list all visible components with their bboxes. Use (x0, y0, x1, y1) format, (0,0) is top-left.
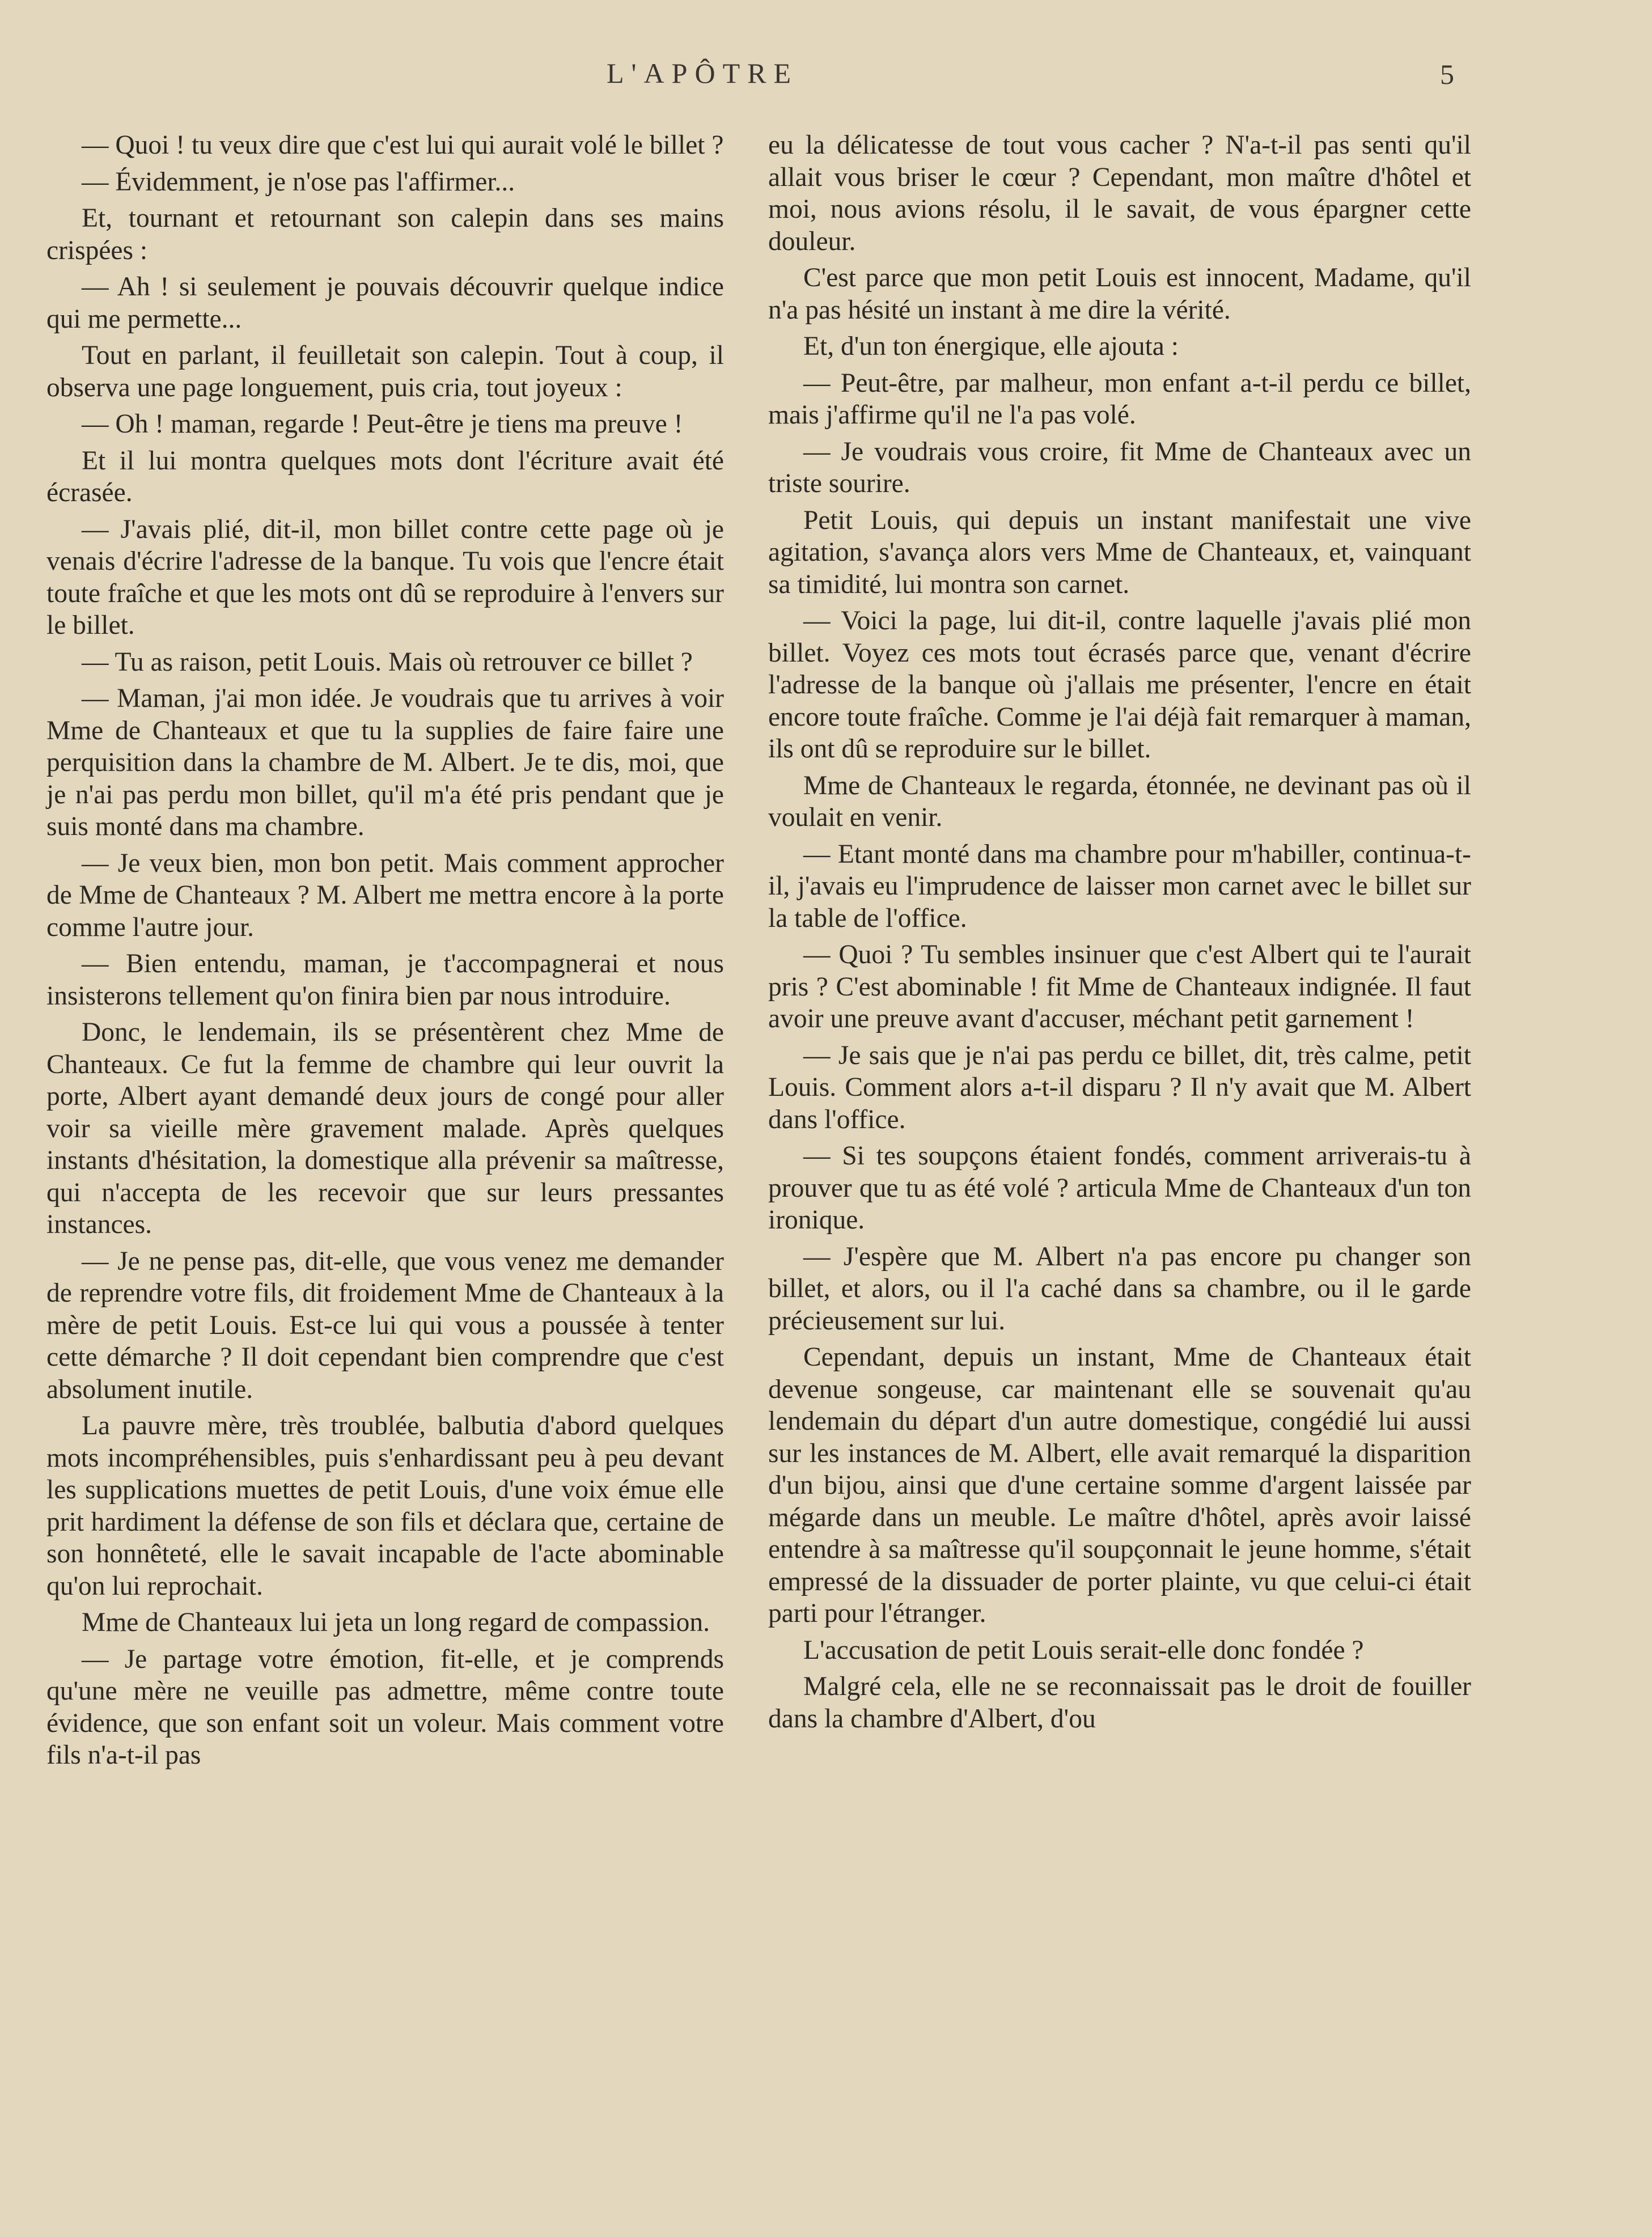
paragraph: Malgré cela, elle ne se reconnaissait pas le droit de fouiller dans la chambre d'Albert, d'ou (768, 1672, 1471, 1734)
paragraph: — Bien entendu, maman, je t'accompagnerai et nous insisterons tellement qu'on finira bien par nous introduire. (46, 949, 724, 1011)
paragraph: Donc, le lendemain, ils se présentèrent chez Mme de Chanteaux. Ce fut la femme de chambre qui leur ouvrit la porte, Albert ayant demandé deux jours de congé pour aller voir sa vieille mère gravement malade. Après quelques instants d'hésitation, la domestique alla prévenir sa maîtresse, qui n'accepta de les recevoir que sur leurs pressantes instances. (46, 1018, 724, 1239)
paragraph: Mme de Chanteaux le regarda, étonnée, ne devinant pas où il voulait en venir. (768, 770, 1471, 832)
paragraph: — J'avais plié, dit-il, mon billet contre cette page où je venais d'écrire l'adresse de la banque. Tu vois que l'encre était toute fraîche et que les mots ont dû se reproduire à l'envers sur le billet. (46, 514, 724, 640)
paragraph: Tout en parlant, il feuilletait son calepin. Tout à coup, il observa une page longuement, puis cria, tout joyeux : (46, 341, 724, 403)
paragraph: Mme de Chanteaux lui jeta un long regard de compassion. (82, 1608, 710, 1637)
paragraph: eu la délicatesse de tout vous cacher ? N'a-t-il pas senti qu'il allait vous briser le cœur ? Cependant, mon maître d'hôtel et moi, nous avions résolu, il le savait, de vous épargner cette douleur. (768, 130, 1471, 256)
right-column (768, 129, 1471, 1739)
paragraph: Et, d'un ton énergique, elle ajouta : (803, 332, 1179, 361)
paragraph: — Tu as raison, petit Louis. Mais où retrouver ce billet ? (82, 647, 693, 677)
paragraph: — Oh ! maman, regarde ! Peut-être je tiens ma preuve ! (82, 409, 683, 439)
paragraph: — Je voudrais vous croire, fit Mme de Chanteaux avec un triste sourire. (768, 437, 1471, 498)
paragraph: — Je ne pense pas, dit-elle, que vous venez me demander de reprendre votre fils, dit froidement Mme de Chanteaux à la mère de petit Louis. Est-ce lui qui vous a poussée à tenter cette démarche ? Il doit cependant bien comprendre que c'est absolument inutile. (46, 1246, 724, 1404)
paragraph: — Si tes soupçons étaient fondés, comment arriverais-tu à prouver que tu as été volé ? articula Mme de Chanteaux d'un ton ironique. (768, 1141, 1471, 1235)
paragraph: — Quoi ? Tu sembles insinuer que c'est Albert qui te l'aurait pris ? C'est abominable ! fit Mme de Chanteaux indignée. Il faut avoir une preuve avant d'accuser, méchant petit garnement ! (768, 940, 1471, 1033)
left-column (46, 129, 724, 1776)
paragraph: Et il lui montra quelques mots dont l'écriture avait été écrasée. (46, 446, 724, 507)
paragraph: — Je partage votre émotion, fit-elle, et je comprends qu'une mère ne veuille pas admettre, même contre toute évidence, que son enfant soit un voleur. Mais comment votre fils n'a-t-il pas (46, 1644, 724, 1770)
paragraph: — Peut-être, par malheur, mon enfant a-t-il perdu ce billet, mais j'affirme qu'il ne l'a pas volé. (768, 368, 1471, 430)
paragraph: — Voici la page, lui dit-il, contre laquelle j'avais plié mon billet. Voyez ces mots tout écrasés parce que, venant d'écrire l'adresse de la banque où j'allais me présenter, l'encre en était encore toute fraîche. Comme je l'ai déjà fait remarquer à maman, ils ont dû se reproduire sur le billet. (768, 606, 1471, 764)
paragraph: — Ah ! si seulement je pouvais découvrir quelque indice qui me permette... (46, 272, 724, 334)
paragraph: — Etant monté dans ma chambre pour m'habiller, continua-t-il, j'avais eu l'imprudence de laisser mon carnet avec le billet sur la table de l'office. (768, 839, 1471, 933)
paragraph: — Je sais que je n'ai pas perdu ce billet, dit, très calme, petit Louis. Comment alors a-t-il disparu ? Il n'y avait que M. Albert dans l'office. (768, 1040, 1471, 1134)
paragraph: — Je veux bien, mon bon petit. Mais comment approcher de Mme de Chanteaux ? M. Albert me mettra encore à la porte comme l'autre jour. (46, 848, 724, 942)
paragraph: — Quoi ! tu veux dire que c'est lui qui aurait volé le billet ? (82, 130, 724, 160)
paragraph: Petit Louis, qui depuis un instant manifestait une vive agitation, s'avança alors vers Mme de Chanteaux, et, vainquant sa timidité, lui montra son carnet. (768, 505, 1471, 599)
paragraph: L'accusation de petit Louis serait-elle donc fondée ? (803, 1635, 1364, 1665)
paragraph: — Évidemment, je n'ose pas l'affirmer... (82, 167, 515, 197)
paragraph: Cependant, depuis un instant, Mme de Chanteaux était devenue songeuse, car maintenant elle se souvenait qu'au lendemain du départ d'un autre domestique, congédié lui aussi sur les instances de M. Albert, elle avait remarqué la disparition d'un bijou, ainsi que d'une certaine somme d'argent laissée par mégarde dans un meuble. Le maître d'hôtel, après avoir laissé entendre à sa maîtresse qu'il soupçonnait le jeune homme, s'était empressé de la dissuader de porter plainte, vu que celui-ci était parti pour l'étranger. (768, 1342, 1471, 1628)
paragraph: — Maman, j'ai mon idée. Je voudrais que tu arrives à voir Mme de Chanteaux et que tu la supplies de faire faire une perquisition dans la chambre de M. Albert. Je te dis, moi, que je n'ai pas perdu mon billet, qu'il m'a été pris pendant que je suis monté dans ma chambre. (46, 684, 724, 841)
page-number: 5 (1440, 58, 1454, 90)
running-title: L'APÔTRE (607, 57, 799, 89)
paragraph: — J'espère que M. Albert n'a pas encore pu changer son billet, et alors, ou il l'a caché dans sa chambre, ou il le garde précieusement sur lui. (768, 1242, 1471, 1336)
paragraph: Et, tournant et retournant son calepin dans ses mains crispées : (46, 204, 724, 265)
paragraph: La pauvre mère, très troublée, balbutia d'abord quelques mots incompréhensibles, puis s'enhardissant peu à peu devant les supplications muettes de petit Louis, d'une voix émue elle prit hardiment la défense de son fils et déclara que, certaine de son honnêteté, elle le savait incapable de l'acte abominable qu'on lui reprochait. (46, 1411, 724, 1601)
paragraph: C'est parce que mon petit Louis est innocent, Madame, qu'il n'a pas hésité un instant à me dire la vérité. (768, 263, 1471, 325)
